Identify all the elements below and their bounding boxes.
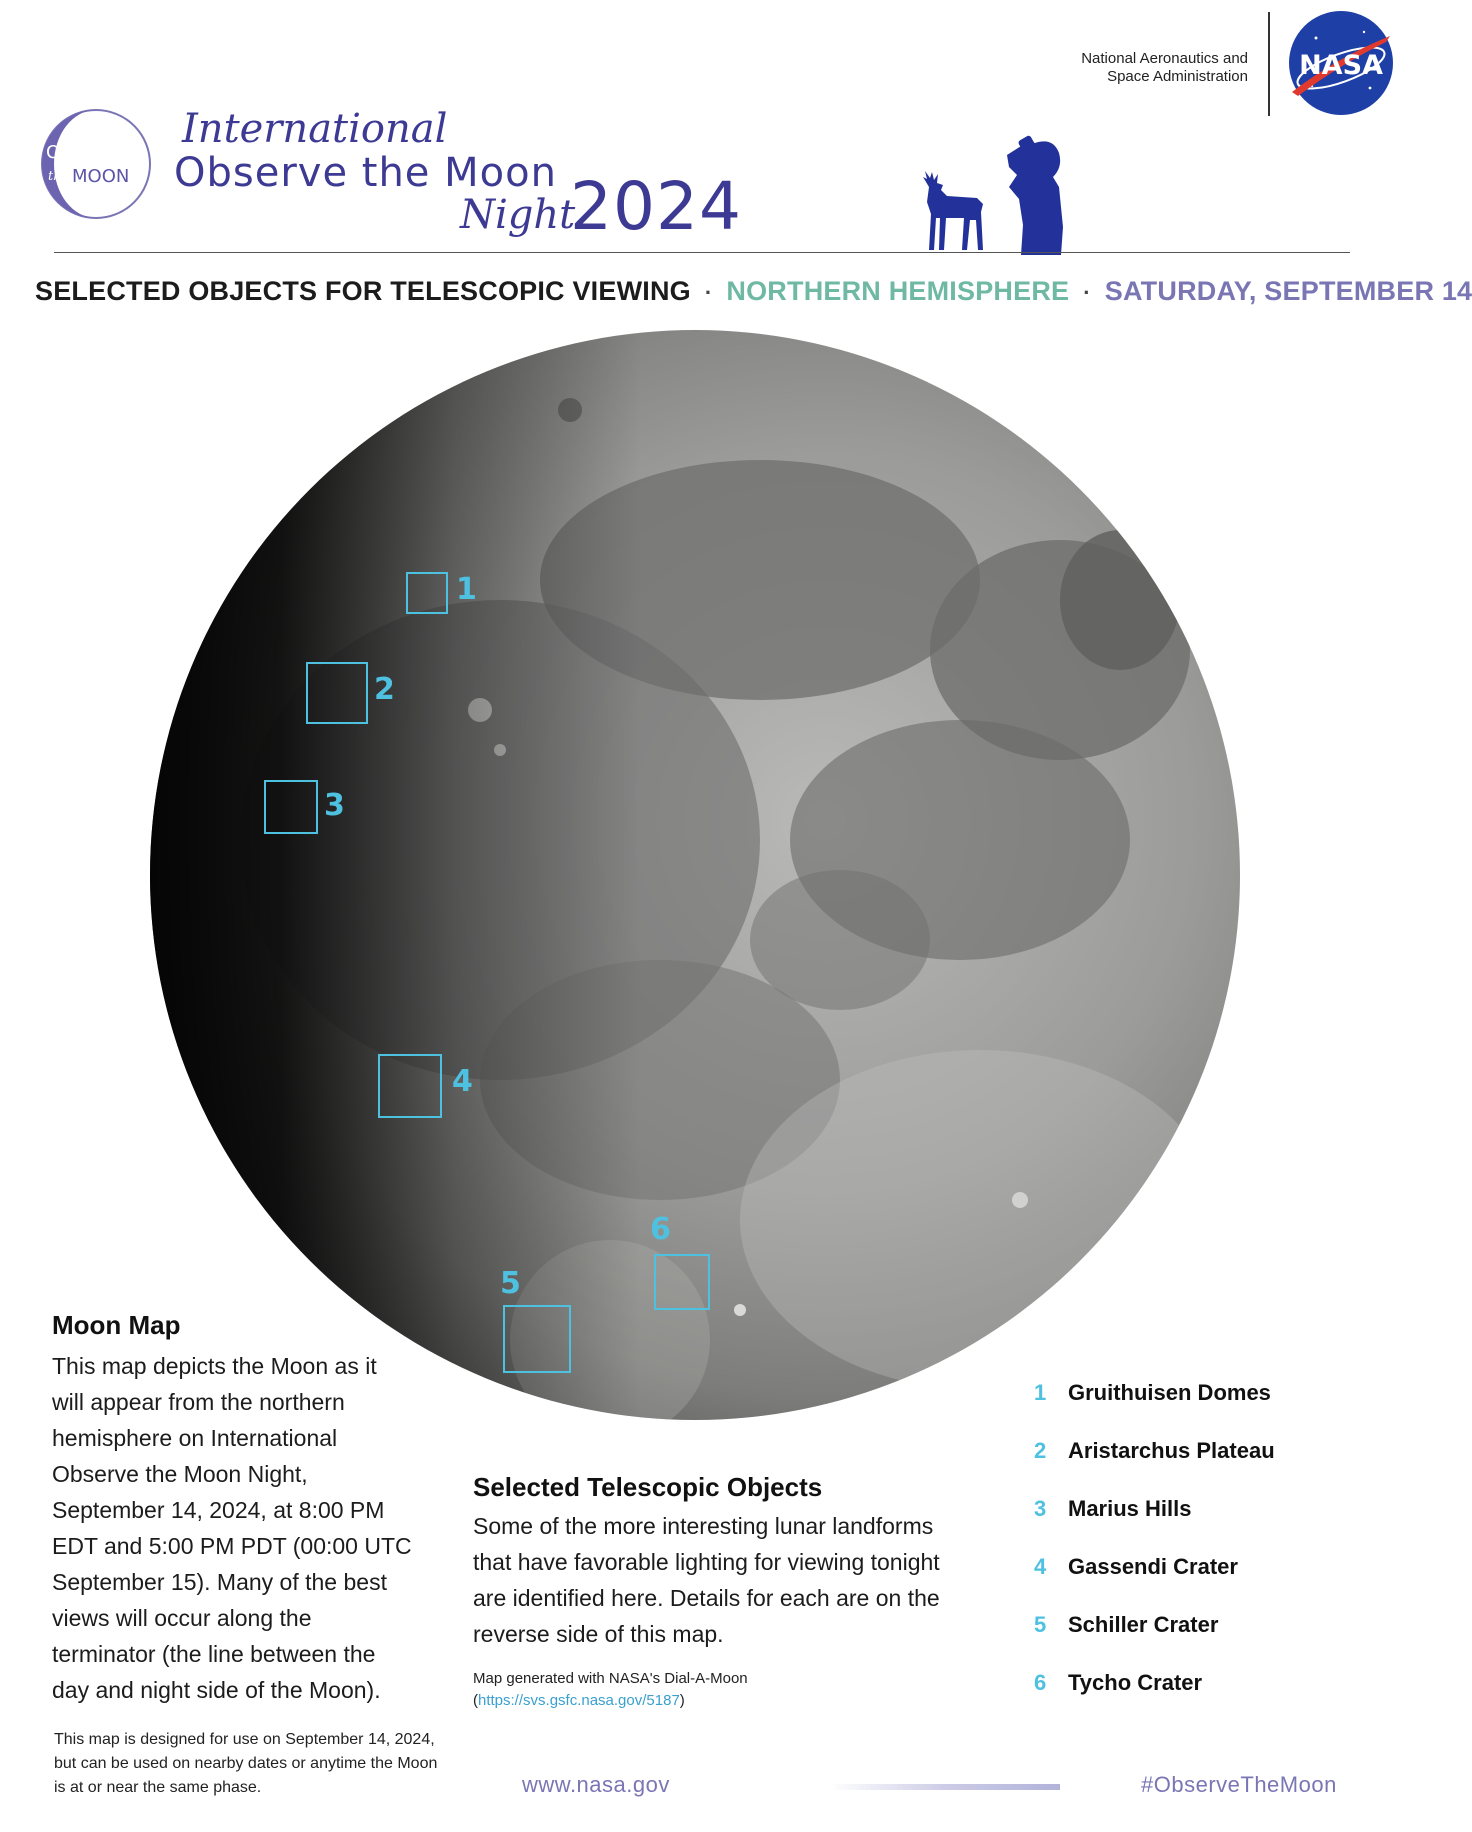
nasa-line2: Space Administration	[1107, 68, 1248, 85]
child-and-deer-silhouette-icon	[915, 135, 1075, 255]
logo-text-moon: MOON	[72, 166, 130, 187]
object-number: 6	[1034, 1670, 1047, 1695]
moon-map-note: This map is designed for use on September 14, 2024, but can be used on nearby dates or anytime the Moon is at or near the same phase.	[54, 1731, 438, 1796]
object-name: Tycho Crater	[1068, 1670, 1203, 1695]
object-item-4	[1034, 1554, 1238, 1580]
subheader-date: SATURDAY, SEPTEMBER 14	[1104, 276, 1472, 306]
object-number: 1	[1034, 1380, 1047, 1405]
object-item-1	[1034, 1380, 1271, 1406]
marker-label-2: 2	[374, 672, 395, 707]
object-name: Gassendi Crater	[1068, 1554, 1238, 1579]
object-number: 5	[1034, 1612, 1047, 1637]
marker-label-3: 3	[324, 788, 345, 823]
marker-label-4: 4	[452, 1064, 473, 1099]
object-item-5	[1034, 1612, 1218, 1638]
logo-text-the: the	[48, 169, 70, 184]
nasa-agency-name	[1081, 50, 1248, 86]
footer-hashtag: #ObserveTheMoon	[1141, 1772, 1337, 1797]
object-name: Schiller Crater	[1068, 1612, 1219, 1637]
moon-map-title: Moon Map	[52, 1310, 181, 1340]
map-credit	[473, 1668, 748, 1712]
object-name: Gruithuisen Domes	[1068, 1380, 1271, 1405]
marker-box-4[interactable]	[378, 1054, 442, 1118]
marker-box-6[interactable]	[654, 1254, 710, 1310]
marker-box-1[interactable]	[406, 572, 448, 614]
object-name: Aristarchus Plateau	[1068, 1438, 1275, 1463]
nasa-meatball-logo	[1286, 8, 1396, 118]
title-observe-the-moon: Observe the Moon	[174, 150, 557, 196]
marker-label-5: 5	[500, 1266, 521, 1301]
nasa-line1: National Aeronautics and	[1081, 50, 1248, 67]
credit-close-paren: )	[679, 1692, 685, 1709]
nasa-divider	[1268, 12, 1270, 116]
nasa-logo-text: NASA	[1299, 50, 1383, 81]
credit-link[interactable]: https://svs.gsfc.nasa.gov/5187	[478, 1692, 680, 1709]
marker-label-6: 6	[650, 1212, 671, 1247]
credit-open-paren: (	[473, 1692, 478, 1709]
title-night: Night	[460, 192, 576, 238]
header-divider	[54, 252, 1350, 253]
marker-label-1: 1	[456, 572, 477, 607]
observe-the-moon-logo	[40, 108, 152, 220]
subheader	[35, 276, 1472, 307]
subheader-hemisphere: NORTHERN HEMISPHERE	[726, 276, 1070, 306]
object-item-6	[1034, 1670, 1202, 1696]
object-item-2	[1034, 1438, 1275, 1464]
object-name: Marius Hills	[1068, 1496, 1192, 1521]
selected-objects-title: Selected Telescopic Objects	[473, 1472, 823, 1502]
footer-nasa-link[interactable]: www.nasa.gov	[522, 1772, 670, 1797]
object-item-3	[1034, 1496, 1191, 1522]
footer-decorative-bar	[830, 1784, 1060, 1790]
selected-objects-description: Some of the more interesting lunar landforms that have favorable lighting for viewing tonight are identified here. Details for each are on the reverse side of this map.	[473, 1513, 940, 1647]
subheader-dot-2: ·	[1083, 280, 1091, 305]
object-number: 3	[1034, 1496, 1047, 1521]
logo-text-observe: OBSERVE	[46, 142, 131, 163]
marker-box-2[interactable]	[306, 662, 368, 724]
object-number: 4	[1034, 1554, 1047, 1579]
object-number: 2	[1034, 1438, 1047, 1463]
marker-box-3[interactable]	[264, 780, 318, 834]
marker-box-5[interactable]	[503, 1305, 571, 1373]
moon-map-description: This map depicts the Moon as it will appear from the northern hemisphere on International Observe the Moon Night, September 14, 2024, at 8:00 PM EDT and 5:00 PM PDT (00:00 UTC September 15). Many of the best views will occur along the terminator (the line between the day and night side of the Moon).	[52, 1353, 412, 1703]
title-international: International	[182, 106, 448, 152]
credit-line: Map generated with NASA's Dial-A-Moon	[473, 1670, 748, 1687]
title-year: 2024	[570, 168, 742, 245]
subheader-dot-1: ·	[704, 280, 713, 305]
subheader-objects: SELECTED OBJECTS FOR TELESCOPIC VIEWING	[35, 276, 691, 306]
